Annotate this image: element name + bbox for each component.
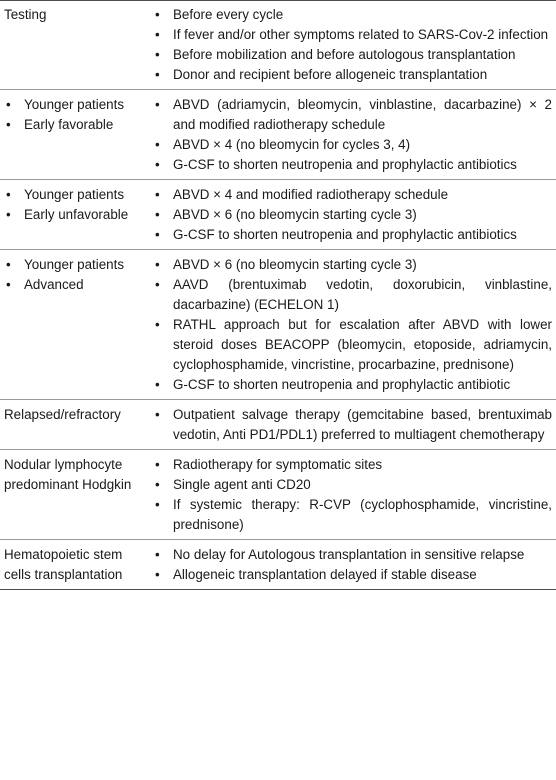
table-row bbox=[0, 250, 556, 400]
recommendation-item: • Radiotherapy for symptomatic sites bbox=[145, 455, 552, 475]
recommendation-list bbox=[145, 405, 552, 445]
category-cell bbox=[0, 180, 143, 250]
category-label: Hematopoietic stem cells transplantation bbox=[4, 547, 123, 582]
category-cell bbox=[0, 1, 143, 90]
recommendation-cell bbox=[143, 400, 556, 450]
category-cell bbox=[0, 90, 143, 180]
recommendation-list bbox=[145, 95, 552, 175]
recommendation-item: • G-CSF to shorten neutropenia and prophylactic antibiotics bbox=[145, 155, 552, 175]
recommendation-list bbox=[145, 455, 552, 535]
category-item: • Younger patients bbox=[4, 95, 143, 115]
table-row bbox=[0, 90, 556, 180]
recommendation-list bbox=[145, 255, 552, 395]
recommendation-item: • ABVD (adriamycin, bleomycin, vinblastine, dacarbazine) × 2 and modified radiotherapy schedule bbox=[145, 95, 552, 135]
category-item: • Early favorable bbox=[4, 115, 143, 135]
recommendation-item: • If systemic therapy: R-CVP (cyclophosphamide, vincristine, prednisone) bbox=[145, 495, 552, 535]
recommendation-item: • Before every cycle bbox=[145, 5, 552, 25]
category-item: • Younger patients bbox=[4, 255, 143, 275]
table-row bbox=[0, 1, 556, 90]
recommendation-cell bbox=[143, 250, 556, 400]
category-label: Testing bbox=[4, 7, 47, 22]
recommendation-item: • ABVD × 4 and modified radiotherapy schedule bbox=[145, 185, 552, 205]
recommendation-item: • Donor and recipient before allogeneic transplantation bbox=[145, 65, 552, 85]
recommendation-item: • G-CSF to shorten neutropenia and prophylactic antibiotic bbox=[145, 375, 552, 395]
recommendation-item: • If fever and/or other symptoms related to SARS-Cov-2 infection bbox=[145, 25, 552, 45]
category-list bbox=[4, 255, 143, 295]
recommendation-item: • ABVD × 6 (no bleomycin starting cycle 3) bbox=[145, 255, 552, 275]
recommendation-item: • Before mobilization and before autologous transplantation bbox=[145, 45, 552, 65]
recommendation-item: • Single agent anti CD20 bbox=[145, 475, 552, 495]
category-cell bbox=[0, 450, 143, 540]
table-row bbox=[0, 540, 556, 590]
category-label: Nodular lymphocyte predominant Hodgkin bbox=[4, 457, 132, 492]
category-item: • Early unfavorable bbox=[4, 205, 143, 225]
recommendation-item: • ABVD × 6 (no bleomycin starting cycle 3) bbox=[145, 205, 552, 225]
recommendation-item: • Allogeneic transplantation delayed if stable disease bbox=[145, 565, 552, 585]
table-row bbox=[0, 400, 556, 450]
category-list bbox=[4, 95, 143, 135]
recommendation-cell bbox=[143, 1, 556, 90]
category-cell bbox=[0, 540, 143, 590]
table-row bbox=[0, 180, 556, 250]
table-body bbox=[0, 1, 556, 590]
recommendation-cell bbox=[143, 180, 556, 250]
category-label: Relapsed/refractory bbox=[4, 407, 121, 422]
recommendation-item: • No delay for Autologous transplantation in sensitive relapse bbox=[145, 545, 552, 565]
category-item: • Younger patients bbox=[4, 185, 143, 205]
recommendation-cell bbox=[143, 450, 556, 540]
category-cell bbox=[0, 400, 143, 450]
recommendation-list bbox=[145, 185, 552, 245]
recommendation-item: • G-CSF to shorten neutropenia and prophylactic antibiotics bbox=[145, 225, 552, 245]
category-item: • Advanced bbox=[4, 275, 143, 295]
recommendation-item: • ABVD × 4 (no bleomycin for cycles 3, 4) bbox=[145, 135, 552, 155]
recommendation-cell bbox=[143, 90, 556, 180]
recommendation-list bbox=[145, 545, 552, 585]
recommendation-item: • RATHL approach but for escalation after ABVD with lower steroid doses BEACOPP (bleomycin, etoposide, adriamycin, cyclophosphamide, vincristine, procarbazine, prednisone) bbox=[145, 315, 552, 375]
category-list bbox=[4, 185, 143, 225]
category-cell bbox=[0, 250, 143, 400]
recommendation-cell bbox=[143, 540, 556, 590]
recommendation-item: • Outpatient salvage therapy (gemcitabine based, brentuximab vedotin, Anti PD1/PDL1) preferred to multiagent chemotherapy bbox=[145, 405, 552, 445]
recommendation-item: • AAVD (brentuximab vedotin, doxorubicin, vinblastine, dacarbazine) (ECHELON 1) bbox=[145, 275, 552, 315]
table-row bbox=[0, 450, 556, 540]
recommendation-list bbox=[145, 5, 552, 85]
